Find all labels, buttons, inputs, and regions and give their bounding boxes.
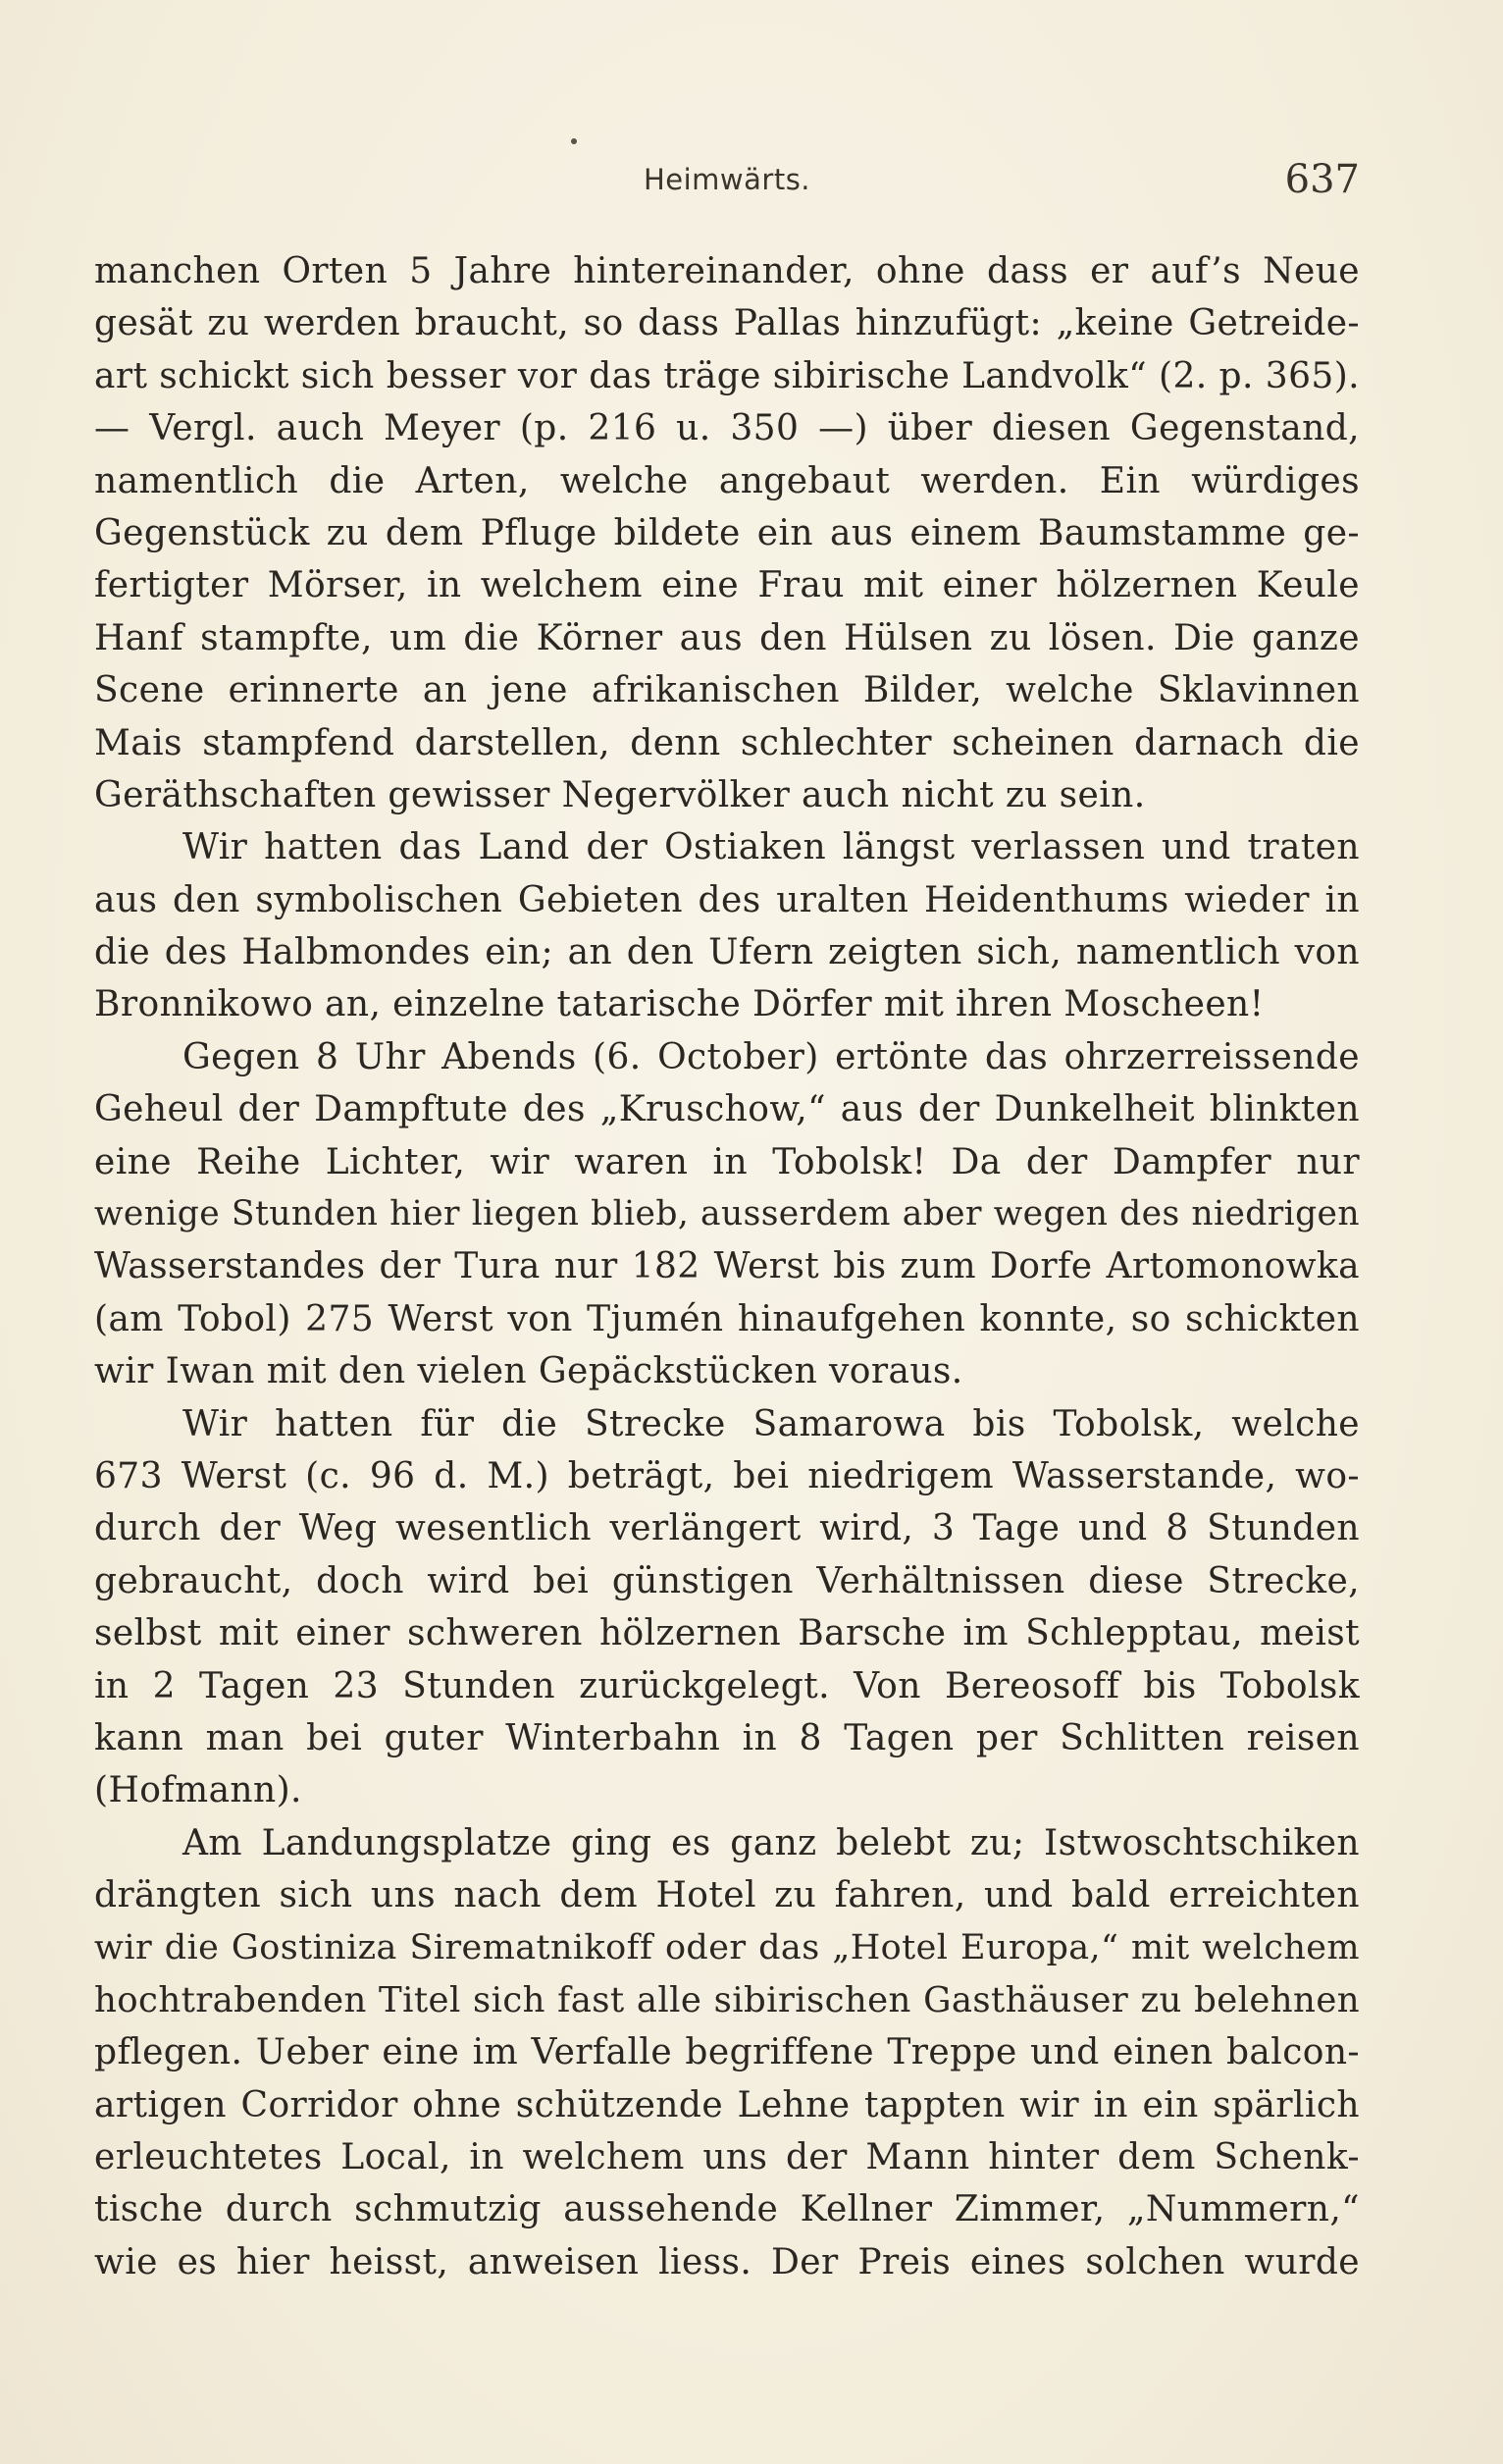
- text-line: Bronnikowo an, einzelne tatarische Dörfer mit ihren Moscheen!: [94, 984, 1265, 1025]
- text-line: namentlich die Arten, welche angebaut werden. Ein würdiges: [94, 460, 1360, 501]
- text-line: wir die Gostiniza Sirematnikoff oder das „Hotel Europa,“ mit welchem: [94, 1927, 1360, 1967]
- text-line: (am Tobol) 275 Werst von Tjumén hinaufgehen konnte, so schickten: [94, 1298, 1360, 1339]
- text-line: Hanf stampfte, um die Körner aus den Hülsen zu lösen. Die ganze: [94, 617, 1360, 658]
- text-line: gesät zu werden braucht, so dass Pallas hinzufügt: „keine Getreide-: [94, 303, 1360, 344]
- ink-speck: [571, 138, 577, 144]
- text-line: die des Halbmondes ein; an den Ufern zeigten sich, namentlich von: [94, 932, 1360, 973]
- text-line: gebraucht, doch wird bei günstigen Verhältnissen diese Strecke,: [94, 1560, 1360, 1601]
- text-line: Geheul der Dampftute des „Kruschow,“ aus der Dunkelheit blinkten: [94, 1089, 1360, 1130]
- text-line: Am Landungsplatze ging es ganz belebt zu; Istwoschtschiken: [182, 1822, 1360, 1863]
- text-line: Gegenstück zu dem Pfluge bildete ein aus einem Baumstamme ge-: [94, 512, 1360, 553]
- text-line: drängten sich uns nach dem Hotel zu fahren, und bald erreichten: [94, 1875, 1360, 1916]
- text-line: wir Iwan mit den vielen Gepäckstücken voraus.: [94, 1351, 963, 1392]
- text-line: tische durch schmutzig aussehende Kellner Zimmer, „Nummern,“: [94, 2189, 1360, 2230]
- text-line: Wir hatten das Land der Ostiaken längst verlassen und traten: [182, 827, 1360, 868]
- text-line: hochtrabenden Titel sich fast alle sibirischen Gasthäuser zu belehnen: [94, 1979, 1360, 2020]
- text-line: erleuchtetes Local, in welchem uns der Mann hinter dem Schenk-: [94, 2137, 1360, 2178]
- body-text: [94, 245, 1360, 2288]
- text-line: Wir hatten für die Strecke Samarowa bis Tobolsk, welche: [182, 1403, 1360, 1444]
- text-line: aus den symbolischen Gebieten des uralten Heidenthums wieder in: [94, 879, 1360, 920]
- text-line: 673 Werst (c. 96 d. M.) beträgt, bei niedrigem Wasserstande, wo-: [94, 1455, 1360, 1496]
- text-line: art schickt sich besser vor das träge sibirische Landvolk“ (2. p. 365).: [94, 355, 1360, 396]
- text-line: wie es hier heisst, anweisen liess. Der Preis eines solchen wurde: [94, 2241, 1360, 2282]
- text-line: durch der Weg wesentlich verlängert wird, 3 Tage und 8 Stunden: [94, 1508, 1360, 1549]
- text-line: Wasserstandes der Tura nur 182 Werst bis zum Dorfe Artomonowka: [94, 1246, 1360, 1287]
- text-line: Geräthschaften gewisser Negervölker auch nicht zu sein.: [94, 774, 1146, 815]
- text-line: fertigter Mörser, in welchem eine Frau mit einer hölzernen Keule: [94, 565, 1360, 606]
- text-line: artigen Corridor ohne schützende Lehne tappten wir in ein spärlich: [94, 2084, 1360, 2125]
- text-line: eine Reihe Lichter, wir waren in Tobolsk! Da der Dampfer nur: [94, 1141, 1360, 1182]
- text-line: wenige Stunden hier liegen blieb, ausserdem aber wegen des niedrigen: [94, 1194, 1360, 1234]
- text-line: selbst mit einer schweren hölzernen Barsche im Schlepptau, meist: [94, 1613, 1360, 1654]
- running-title: Heimwärts.: [643, 163, 811, 196]
- text-line: Scene erinnerte an jene afrikanischen Bilder, welche Sklavinnen: [94, 670, 1360, 711]
- text-line: Mais stampfend darstellen, denn schlechter scheinen darnach die: [94, 722, 1360, 763]
- page-number: 637: [1284, 157, 1360, 202]
- text-line: — Vergl. auch Meyer (p. 216 u. 350 —) über diesen Gegenstand,: [94, 408, 1360, 449]
- text-line: kann man bei guter Winterbahn in 8 Tagen per Schlitten reisen: [94, 1717, 1360, 1758]
- text-line: pflegen. Ueber eine im Verfalle begriffene Treppe und einen balcon-: [94, 2032, 1360, 2073]
- page-header: [94, 157, 1360, 216]
- text-line: manchen Orten 5 Jahre hintereinander, ohne dass er auf’s Neue: [94, 251, 1360, 291]
- text-line: Gegen 8 Uhr Abends (6. October) ertönte das ohrzerreissende: [182, 1036, 1360, 1077]
- text-line: in 2 Tagen 23 Stunden zurückgelegt. Von Bereosoff bis Tobolsk: [94, 1665, 1360, 1706]
- text-line: (Hofmann).: [94, 1770, 302, 1811]
